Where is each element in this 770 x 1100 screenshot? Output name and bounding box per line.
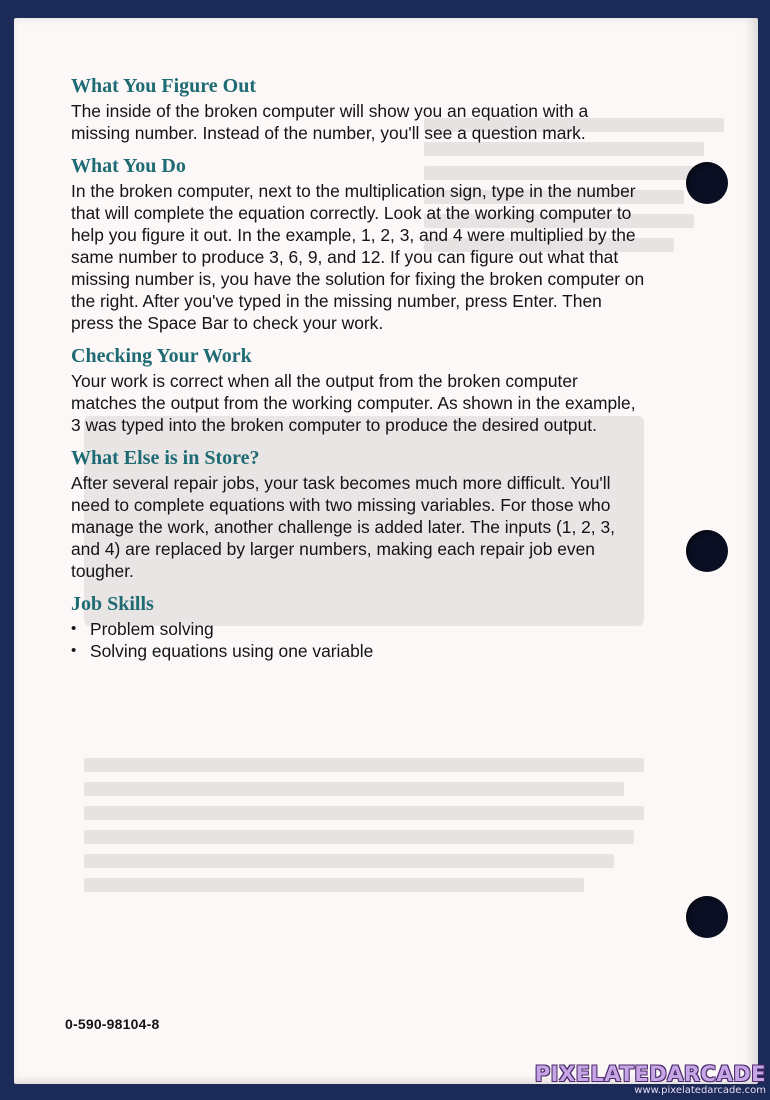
watermark — [535, 1063, 766, 1097]
bullet-icon: • — [71, 620, 77, 637]
section-heading: What You Figure Out — [71, 75, 257, 97]
binder-hole — [686, 162, 728, 204]
list-item-text: Solving equations using one variable — [90, 641, 374, 661]
section-heading: What Else is in Store? — [71, 447, 260, 469]
watermark-logo-text: PIXELATEDARCADE — [534, 1062, 766, 1086]
section-heading: What You Do — [71, 155, 186, 177]
page-content — [71, 74, 646, 672]
bullet-icon: • — [71, 642, 77, 659]
section-heading: Job Skills — [71, 593, 154, 615]
section-heading: Checking Your Work — [71, 345, 252, 367]
section-checking-your-work — [71, 344, 646, 436]
watermark-url: www.pixelatedarcade.com — [634, 1085, 766, 1096]
binder-hole — [686, 896, 728, 938]
binder-hole — [686, 530, 728, 572]
section-job-skills — [71, 592, 646, 662]
section-body: After several repair jobs, your task becomes much more difficult. You'll need to complete equations with two missing variables. For those who manage the work, another challenge is added later. The inputs (1, 2, 3, and 4) are replaced by larger numbers, making each repair job even tougher. — [71, 473, 615, 581]
section-what-else-is-in-store — [71, 446, 646, 582]
section-what-you-do — [71, 154, 646, 334]
list-item-text: Problem solving — [90, 619, 214, 639]
section-body: In the broken computer, next to the multiplication sign, type in the number that will complete the equation correctly. Look at the working computer to help you figure it out. In the example, 1, 2, 3, and 4 were multiplied by the same number to produce 3, 6, 9, and 12. If you can figure out what that missing number is, you have the solution for fixing the broken computer on the right. After you've typed in the missing number, press Enter. Then press the Space Bar to check your work. — [71, 181, 645, 333]
manual-page — [14, 18, 758, 1084]
list-item — [71, 640, 646, 662]
section-body: Your work is correct when all the output from the broken computer matches the output from the working computer. As shown in the example, 3 was typed into the broken computer to produce the desired output. — [71, 371, 636, 435]
list-item — [71, 618, 646, 640]
section-what-you-figure-out — [71, 74, 646, 144]
skills-list — [71, 618, 646, 662]
isbn-number: 0-590-98104-8 — [65, 1016, 160, 1032]
section-body: The inside of the broken computer will show you an equation with a missing number. Instead of the number, you'll see a question mark. — [71, 101, 589, 143]
